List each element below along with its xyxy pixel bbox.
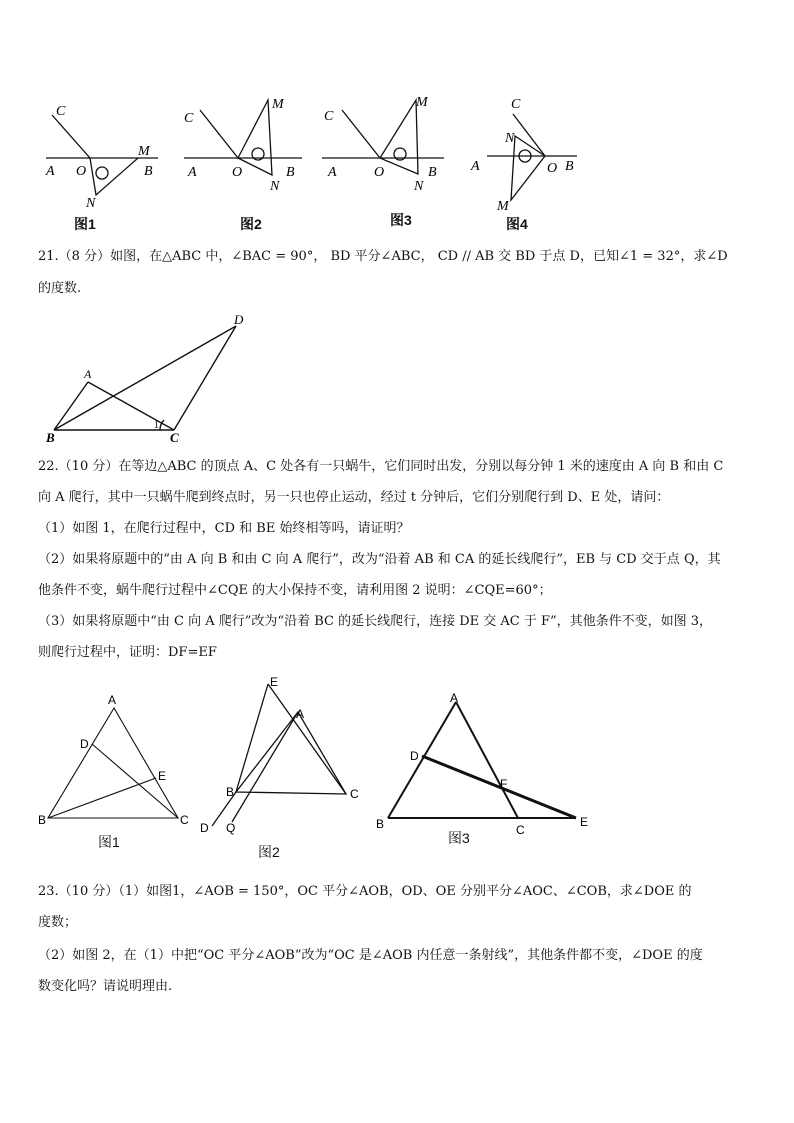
svg-text:D: D: [234, 312, 244, 327]
svg-text:O: O: [374, 165, 385, 180]
svg-text:B: B: [144, 164, 153, 179]
q22-figure-3: [370, 690, 600, 840]
top-figure-2-caption: 图2: [240, 216, 262, 232]
q22-figure-1-caption: 图1: [98, 834, 120, 850]
svg-text:N: N: [414, 179, 424, 194]
q22-line-5: 他条件不变，蜗牛爬行过程中∠CQE 的大小保持不变，请利用图 2 说明：∠CQE=60°；: [38, 583, 552, 598]
top-figure-1: [38, 95, 168, 215]
svg-text:B: B: [428, 165, 437, 180]
top-figure-3: [320, 88, 450, 208]
svg-text:A: A: [328, 165, 337, 180]
svg-text:C: C: [184, 111, 194, 126]
svg-text:C: C: [180, 813, 189, 827]
svg-text:C: C: [324, 109, 334, 124]
svg-text:O: O: [547, 161, 558, 176]
q22-line-2: 向 A 爬行，其中一只蜗牛爬到终点时，另一只也停止运动，经过 t 分钟后，它们分别爬行到 D、E 处，请问：: [38, 490, 670, 505]
top-figure-4-caption: 图4: [506, 216, 528, 232]
svg-text:O: O: [76, 164, 87, 179]
svg-text:A: A: [188, 165, 197, 180]
svg-text:E: E: [580, 815, 589, 829]
svg-text:B: B: [376, 817, 385, 831]
q23-line-3: （2）如图 2，在（1）中把“OC 平分∠AOB”改为“OC 是∠AOB 内任意一条射线”，其他条件都不变，∠DOE 的度: [38, 948, 703, 963]
svg-text:1: 1: [154, 420, 159, 431]
svg-text:B: B: [286, 165, 295, 180]
q23-line-4: 数变化吗？请说明理由.: [38, 979, 173, 994]
q22-figure-3-caption: 图3: [448, 830, 470, 846]
top-figure-1-caption: 图1: [74, 216, 96, 232]
top-figure-4: [465, 92, 585, 217]
q22-line-6: （3）如果将原题中“由 C 向 A 爬行”改为“沿着 BC 的延长线爬行，连接 DE 交 AC 于 F”，其他条件不变，如图 3，: [38, 614, 713, 629]
svg-text:B: B: [226, 785, 235, 799]
svg-text:C: C: [170, 430, 179, 445]
svg-text:B: B: [46, 430, 55, 445]
svg-text:C: C: [511, 97, 521, 112]
q21-text-line-1: 21.（8 分）如图，在△ABC 中，∠BAC = 90°， BD 平分∠ABC， CD // AB 交 BD 于点 D，已知∠1 = 32°，求∠D: [38, 249, 728, 264]
svg-text:M: M: [416, 95, 428, 110]
top-figure-3-caption: 图3: [390, 212, 412, 228]
svg-text:Q: Q: [226, 821, 236, 835]
svg-text:E: E: [158, 769, 167, 783]
q22-line-7: 则爬行过程中，证明：DF=EF: [38, 645, 217, 660]
svg-text:A: A: [296, 707, 305, 721]
svg-text:C: C: [350, 787, 359, 801]
svg-text:A: A: [46, 164, 55, 179]
svg-text:A: A: [471, 159, 480, 174]
svg-text:A: A: [450, 691, 459, 705]
q22-line-4: （2）如果将原题中的“由 A 向 B 和由 C 向 A 爬行”，改为“沿着 AB 和 CA 的延长线爬行”，EB 与 CD 交于点 Q，其: [38, 552, 721, 567]
q22-figure-2: [196, 676, 366, 836]
svg-text:E: E: [270, 676, 279, 689]
svg-text:D: D: [80, 737, 89, 751]
q23-line-1: 23.（10 分）（1）如图1，∠AOB = 150°，OC 平分∠AOB，OD、OE 分别平分∠AOC、∠COB，求∠DOE 的: [38, 884, 692, 899]
svg-text:D: D: [410, 749, 419, 763]
svg-text:M: M: [138, 144, 150, 159]
q22-line-1: 22.（10 分）在等边△ABC 的顶点 A、C 处各有一只蜗牛，它们同时出发，分别以每分钟 1 米的速度由 A 向 B 和由 C: [38, 459, 724, 474]
svg-text:B: B: [565, 159, 574, 174]
q21-figure: [40, 310, 250, 445]
svg-text:A: A: [108, 693, 117, 707]
svg-text:C: C: [516, 823, 525, 837]
svg-text:M: M: [272, 97, 284, 112]
svg-text:D: D: [200, 821, 209, 835]
svg-text:M: M: [497, 199, 509, 214]
top-figure-2: [180, 90, 310, 210]
svg-text:C: C: [56, 104, 66, 119]
q22-figure-2-caption: 图2: [258, 844, 280, 860]
svg-text:N: N: [86, 196, 96, 211]
q21-text-line-2: 的度数.: [38, 281, 82, 296]
q22-line-3: （1）如图 1，在爬行过程中，CD 和 BE 始终相等吗，请证明？: [38, 521, 410, 536]
svg-text:B: B: [38, 813, 47, 827]
svg-text:O: O: [232, 165, 243, 180]
q22-figure-1: [36, 690, 196, 830]
svg-text:N: N: [505, 131, 515, 146]
svg-text:N: N: [270, 179, 280, 194]
svg-text:F: F: [500, 777, 508, 791]
svg-text:A: A: [84, 367, 92, 381]
q23-line-2: 度数；: [38, 915, 78, 930]
